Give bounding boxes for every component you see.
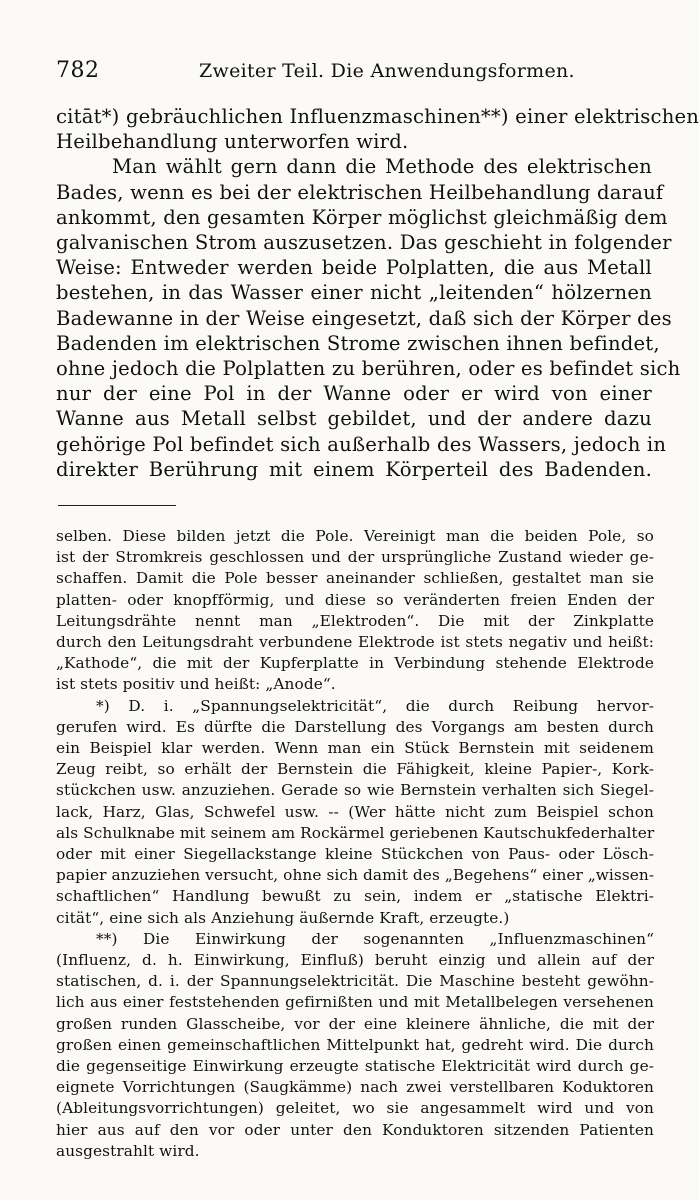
footnote-line: papier anzuziehen versucht, ohne sich damit des „Begehens“ einer „wissen-	[56, 866, 655, 885]
footnote-line: *) D. i. „Spannungselektricität“, die durch Reibung hervor-	[96, 696, 654, 715]
main-text-line: Weise: Entweder werden beide Polplatten, die aus Metall	[56, 256, 652, 280]
footnote-line: (Influenz, d. h. Einwirkung, Einfluß) beruht einzig und allein auf der	[56, 951, 654, 970]
footnote-line: als Schulknabe mit seinem am Rockärmel geriebenen Kautschukfederhalter	[56, 823, 655, 842]
footnote-line: lack, Harz, Glas, Schwefel usw. -- (Wer hätte nicht zum Beispiel schon	[56, 802, 654, 821]
footnote-separator-rule	[58, 505, 176, 506]
footnote-line: gerufen wird. Es dürfte die Darstellung des Vorgangs am besten durch	[56, 717, 654, 736]
main-text-line: ohne jedoch die Polplatten zu berühren, oder es befindet sich	[56, 357, 681, 381]
main-text-line: gehörige Pol befindet sich außerhalb des Wassers, jedoch in	[56, 432, 667, 456]
footnote-line: schaffen. Damit die Pole besser aneinander schließen, gestaltet man sie	[56, 569, 654, 588]
footnote-line: durch den Leitungsdraht verbundene Elektrode ist stets negativ und heißt:	[56, 633, 654, 652]
footnote-line: ist stets positiv und heißt: „Anode“.	[56, 675, 336, 694]
footnote-line: cität“, eine sich als Anziehung äußernde Kraft, erzeugte.)	[56, 908, 510, 927]
footnote-line: (Ableitungsvorrichtungen) geleitet, wo sie angesammelt wird und von	[56, 1099, 654, 1118]
footnote-line: großen einen gemeinschaftlichen Mittelpunkt hat, gedreht wird. Die durch	[56, 1035, 654, 1054]
footnote-line: statischen, d. i. der Spannungselektricität. Die Maschine besteht gewöhn-	[56, 972, 654, 991]
footnote-line: selben. Diese bilden jetzt die Pole. Vereinigt man die beiden Pole, so	[56, 527, 654, 545]
page-header	[56, 58, 656, 88]
page-number: 782	[56, 58, 100, 83]
footnote-line: Leitungsdrähte nennt man „Elektroden“. Die mit der Zinkplatte	[56, 611, 654, 630]
footnote-line: „Kathode“, die mit der Kupferplatte in Verbindung stehende Elektrode	[56, 654, 654, 673]
main-text-line: ankommt, den gesamten Körper möglichst gleichmäßig dem	[56, 205, 668, 229]
footnote-line: schaftlichen“ Handlung bewußt zu sein, indem er „statische Elektri-	[56, 887, 654, 906]
main-text-line: Man wählt gern dann die Methode des elektrischen	[112, 155, 652, 179]
main-text-line: nur der eine Pol in der Wanne oder er wird von einer	[56, 382, 652, 406]
footnote-line: oder mit einer Siegellackstange kleine Stückchen von Paus- oder Lösch-	[56, 845, 654, 864]
main-text-line: galvanischen Strom auszusetzen. Das geschieht in folgender	[56, 231, 672, 255]
main-text-block	[56, 104, 699, 482]
main-text-line: citāt*) gebräuchlichen Influenzmaschinen**) einer elektrischen	[56, 105, 699, 128]
main-text-line: Badewanne in der Weise eingesetzt, daß sich der Körper des	[56, 306, 672, 330]
main-text-line: Heilbehandlung unterworfen wird.	[56, 130, 409, 154]
main-text-line: Badenden im elektrischen Strome zwischen ihnen befindet,	[56, 331, 660, 355]
footnotes-block	[56, 526, 654, 1162]
footnote-line: ein Beispiel klar werden. Wenn man ein Stück Bernstein mit seidenem	[56, 739, 654, 758]
footnote-line: ist der Stromkreis geschlossen und der ursprüngliche Zustand wieder ge-	[56, 548, 654, 567]
main-text-line: Wanne aus Metall selbst gebildet, und der andere dazu	[56, 407, 652, 431]
footnote-line: Zeug reibt, so erhält der Bernstein die Fähigkeit, kleine Papier-, Kork-	[56, 760, 654, 779]
main-text-line: bestehen, in das Wasser einer nicht „leitenden“ hölzernen	[56, 281, 652, 305]
running-head: Zweiter Teil. Die Anwendungsformen.	[199, 60, 575, 82]
footnote-line: großen runden Glasscheibe, vor der eine kleinere ähnliche, die mit der	[56, 1014, 654, 1033]
footnote-line: platten- oder knopfförmig, und diese so veränderten freien Enden der	[56, 590, 654, 609]
footnote-line: ausgestrahlt wird.	[56, 1141, 200, 1160]
footnote-line: die gegenseitige Einwirkung erzeugte statische Elektricität wird durch ge-	[56, 1057, 654, 1076]
footnote-line: eignete Vorrichtungen (Saugkämme) nach zwei verstellbaren Koduktoren	[56, 1078, 654, 1097]
main-text-line: Bades, wenn es bei der elektrischen Heilbehandlung darauf	[56, 180, 664, 204]
footnote-line: stückchen usw. anzuziehen. Gerade so wie Bernstein verhalten sich Siegel-	[56, 781, 654, 800]
footnote-line: **) Die Einwirkung der sogenannten „Influenzmaschinen“	[96, 929, 654, 948]
main-text-line: direkter Berührung mit einem Körperteil des Badenden.	[56, 457, 652, 481]
footnote-line: hier aus auf den vor oder unter den Konduktoren sitzenden Patienten	[56, 1120, 654, 1139]
footnote-line: lich aus einer feststehenden gefirnißten und mit Metallbelegen versehenen	[56, 993, 654, 1012]
